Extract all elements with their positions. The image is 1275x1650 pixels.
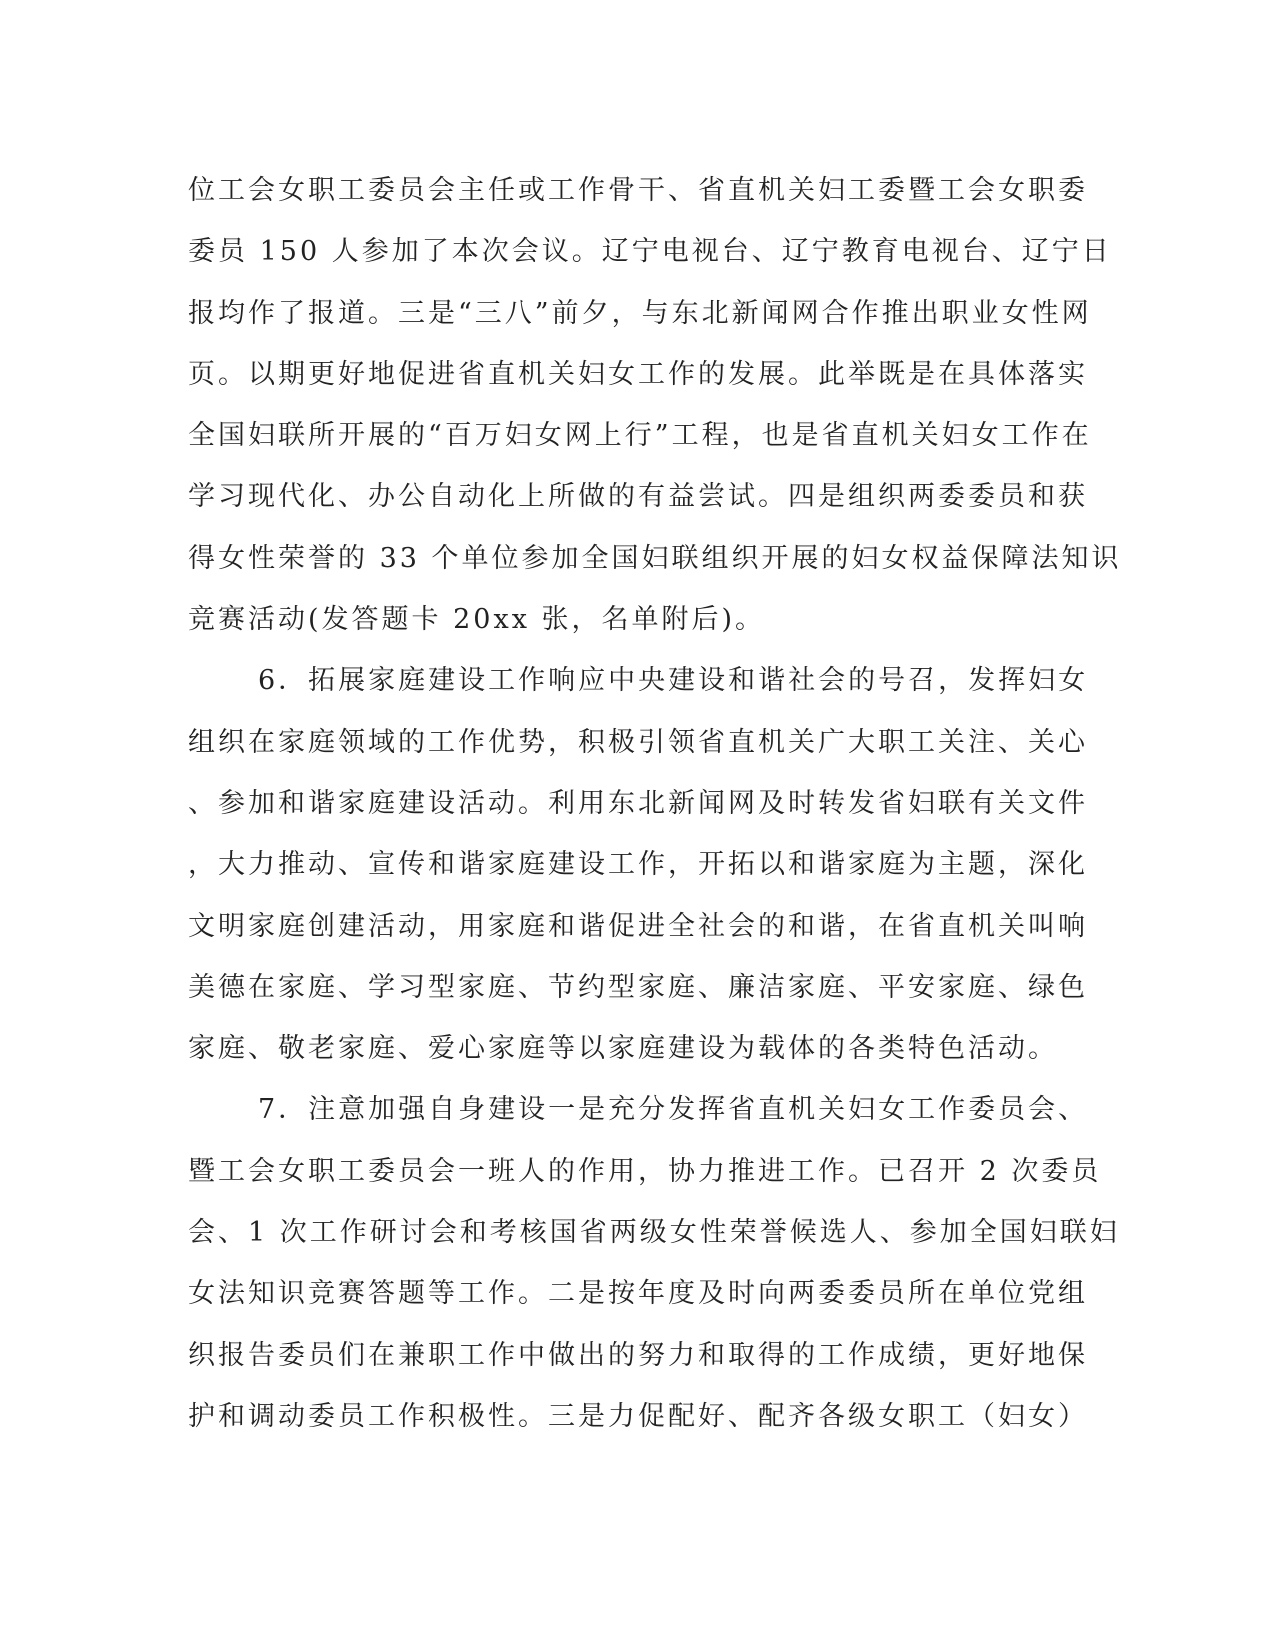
text-line: 文明家庭创建活动，用家庭和谐促进全社会的和谐，在省直机关叫响 (188, 910, 1088, 942)
text-line: 页。以期更好地促进省直机关妇女工作的发展。此举既是在具体落实 (188, 358, 1088, 390)
text-line: 美德在家庭、学习型家庭、节约型家庭、廉洁家庭、平安家庭、绿色 (188, 971, 1088, 1003)
text-line: ，大力推动、宣传和谐家庭建设工作，开拓以和谐家庭为主题，深化 (188, 849, 1088, 881)
text-line: 、参加和谐家庭建设活动。利用东北新闻网及时转发省妇联有关文件 (188, 787, 1088, 819)
text-line: 家庭、敬老家庭、爱心家庭等以家庭建设为载体的各类特色活动。 (188, 1033, 1058, 1065)
text-line: 暨工会女职工委员会一班人的作用，协力推进工作。已召开 2 次委员 (188, 1155, 1102, 1187)
text-line: 女法知识竞赛答题等工作。二是按年度及时向两委委员所在单位党组 (188, 1278, 1088, 1310)
text-line: 学习现代化、办公自动化上所做的有益尝试。四是组织两委委员和获 (188, 481, 1088, 513)
text-line: 护和调动委员工作积极性。三是力促配好、配齐各级女职工（妇女） (188, 1400, 1088, 1432)
text-line: 委员 150 人参加了本次会议。辽宁电视台、辽宁教育电视台、辽宁日 (188, 236, 1112, 268)
section-7-heading-line: 7．注意加强自身建设一是充分发挥省直机关妇女工作委员会、 (258, 1094, 1089, 1126)
text-line: 会、1 次工作研讨会和考核国省两级女性荣誉候选人、参加全国妇联妇 (188, 1217, 1120, 1249)
section-6-heading-line: 6．拓展家庭建设工作响应中央建设和谐社会的号召，发挥妇女 (258, 665, 1089, 697)
text-line: 织报告委员们在兼职工作中做出的努力和取得的工作成绩，更好地保 (188, 1339, 1088, 1371)
text-line: 报均作了报道。三是“三八”前夕，与东北新闻网合作推出职业女性网 (188, 297, 1092, 329)
body-text (188, 160, 1122, 1447)
text-line: 竞赛活动(发答题卡 20xx 张，名单附后)。 (188, 604, 766, 636)
text-line: 位工会女职工委员会主任或工作骨干、省直机关妇工委暨工会女职委 (188, 175, 1088, 206)
text-line: 全国妇联所开展的“百万妇女网上行”工程，也是省直机关妇女工作在 (188, 420, 1092, 452)
text-line: 得女性荣誉的 33 个单位参加全国妇联组织开展的妇女权益保障法知识 (188, 542, 1122, 574)
text-line: 组织在家庭领域的工作优势，积极引领省直机关广大职工关注、关心 (188, 726, 1088, 758)
